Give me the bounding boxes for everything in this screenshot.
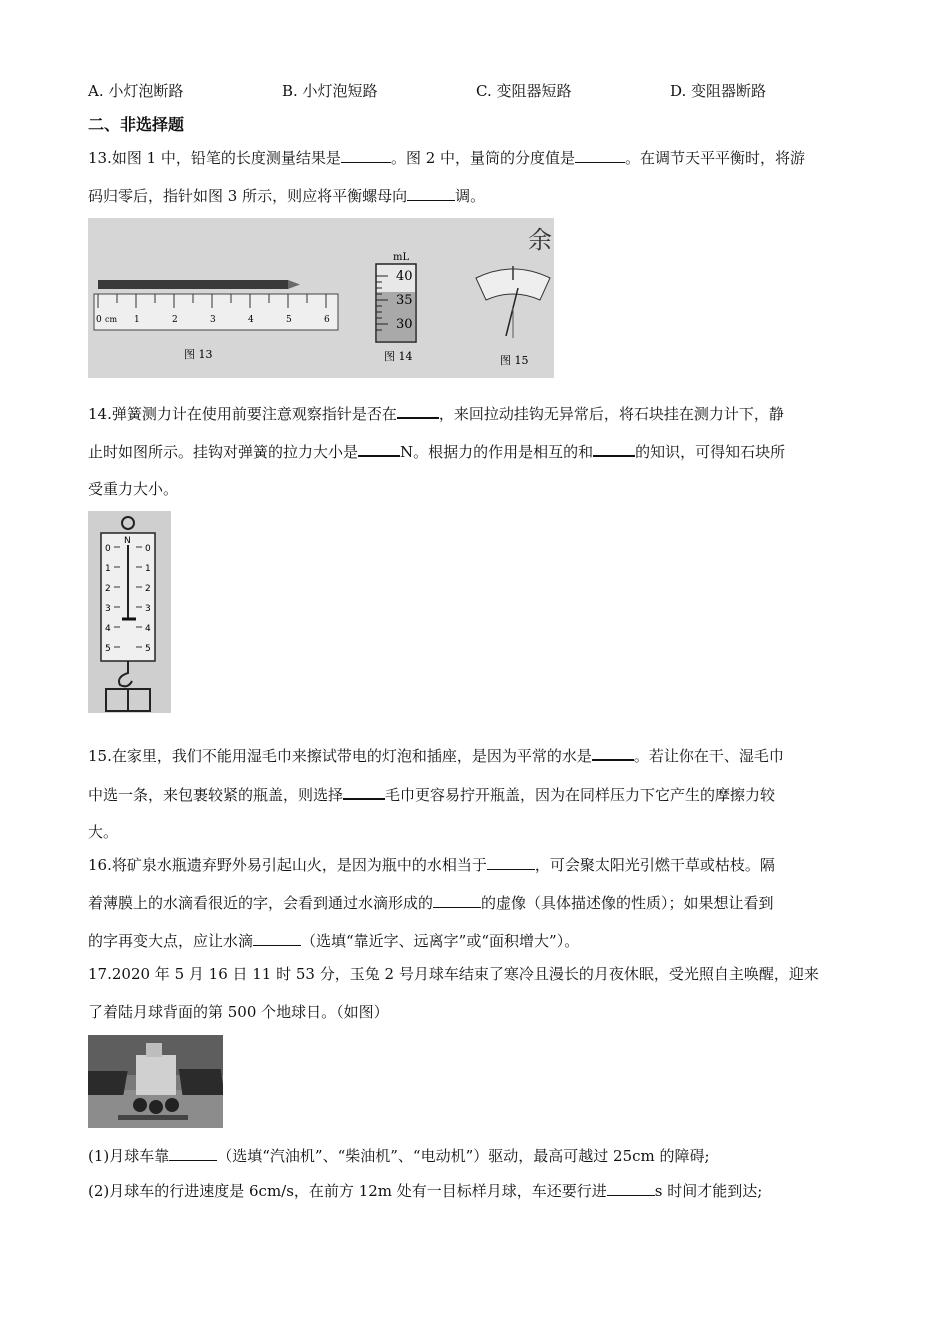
q15-line1: 15.在家里，我们不能用湿毛巾来擦试带电的灯泡和插座，是因为平常的水是 。若让你在干、湿毛巾	[88, 747, 784, 765]
q13-blank2	[575, 148, 625, 163]
option-b: B. 小灯泡短路	[282, 82, 378, 100]
spring-scale-photo	[88, 511, 171, 713]
ruler	[94, 294, 338, 330]
q16-line1: 16.将矿泉水瓶遗弃野外易引起山火，是因为瓶中的水相当于 ，可会聚太阳光引燃干草或枯枝。隔	[88, 856, 775, 874]
q14-blank1	[397, 403, 439, 419]
q16-line2: 着薄膜上的水滴看很近的字，会看到通过水滴形成的 的虚像（具体描述像的性质）；如果想让看到	[88, 894, 774, 912]
scale-unit: N	[124, 536, 131, 546]
ruler-label-4: 4	[248, 315, 254, 325]
q13-blank3	[407, 186, 455, 201]
option-a: A. 小灯泡断路	[88, 82, 184, 100]
ruler-label-6: 6	[324, 315, 330, 325]
q14-line2: 止时如图所示。挂钩对弹簧的拉力大小是 N。根据力的作用是相互的和 的知识，可得知石块所	[88, 443, 786, 461]
q13-figure-svg	[88, 218, 554, 378]
ruler-caption: 图 13	[184, 348, 213, 361]
q13-figure-photo	[88, 218, 554, 378]
q17-blank1	[169, 1146, 217, 1161]
pencil-body	[98, 280, 288, 289]
section-heading: 二、非选择题	[88, 115, 185, 134]
q14-line3: 受重力大小。	[88, 480, 179, 498]
option-c: C. 变阻器短路	[476, 82, 572, 100]
svg-text:3: 3	[105, 604, 111, 614]
svg-text:1: 1	[145, 564, 151, 574]
cylinder-tick-35: 35	[396, 293, 413, 308]
cylinder-caption: 图 14	[384, 350, 413, 363]
svg-text:0: 0	[105, 544, 111, 554]
solar-panel-right	[179, 1069, 223, 1095]
ruler-label-0: 0	[96, 315, 102, 325]
cylinder-tick-30: 30	[396, 317, 413, 332]
option-d: D. 变阻器断路	[670, 82, 767, 100]
ruler-unit: cm	[105, 315, 118, 324]
svg-text:4: 4	[145, 624, 151, 634]
q15-line3: 大。	[88, 823, 119, 841]
q17-line1: 17.2020 年 5 月 16 日 11 时 53 分，玉兔 2 号月球车结束了寒冷且漫长的月夜休眠，受光照自主唤醒，迎来	[88, 965, 819, 983]
solar-panel-left	[88, 1071, 128, 1095]
svg-text:3: 3	[145, 604, 151, 614]
rover-body	[136, 1055, 176, 1095]
q15-line2: 中选一条，来包裹较紧的瓶盖，则选择 毛巾更容易拧开瓶盖，因为在同样压力下它产生的摩擦力较	[88, 786, 776, 804]
svg-text:1: 1	[105, 564, 111, 574]
q13-blank1	[341, 148, 391, 163]
q13-line2: 码归零后，指针如图 3 所示，则应将平衡螺母向 调。	[88, 187, 486, 205]
svg-text:0: 0	[145, 544, 151, 554]
q15-blank2	[343, 784, 385, 800]
q14-blank3	[593, 441, 635, 457]
ruler-label-3: 3	[210, 315, 216, 325]
lunar-rover-svg	[88, 1035, 223, 1128]
svg-text:2: 2	[145, 584, 151, 594]
balance-caption: 图 15	[500, 354, 529, 367]
svg-text:4: 4	[105, 624, 111, 634]
handwriting-mark: 余	[528, 226, 552, 254]
spring-scale-svg	[88, 511, 171, 713]
lunar-rover-photo	[88, 1035, 223, 1128]
q15-blank1	[592, 745, 634, 761]
q17-sub1: (1)月球车靠 （选填“汽油机”、“柴油机”、“电动机”）驱动，最高可越过 25cm 的障碍;	[88, 1147, 710, 1165]
q16-blank3	[253, 931, 301, 946]
q13-line1: 13.如图 1 中，铅笔的长度测量结果是 。图 2 中，量筒的分度值是 。在调节天平平衡时，将游	[88, 149, 806, 167]
q14-line1: 14.弹簧测力计在使用前要注意观察指针是否在 ，来回拉动挂钩无异常后，将石块挂在测力计下，静	[88, 405, 784, 423]
ruler-label-2: 2	[172, 315, 178, 325]
cylinder-tick-40: 40	[396, 269, 413, 284]
svg-text:5: 5	[145, 644, 151, 654]
q17-sub2: (2)月球车的行进速度是 6cm/s，在前方 12m 处有一目标样月球，车还要行进 s 时间才能到达;	[88, 1182, 763, 1200]
q16-blank2	[433, 893, 481, 908]
cylinder-unit: mL	[393, 252, 410, 263]
svg-text:2: 2	[105, 584, 111, 594]
q17-line2: 了着陆月球背面的第 500 个地球日。（如图）	[88, 1003, 389, 1021]
q16-line3: 的字再变大点，应让水滴 （选填“靠近字、远离字”或“面积增大”）。	[88, 932, 580, 950]
q16-blank1	[487, 855, 535, 870]
svg-text:5: 5	[105, 644, 111, 654]
ruler-label-1: 1	[134, 315, 140, 325]
q14-blank2	[358, 441, 400, 457]
ruler-label-5: 5	[286, 315, 292, 325]
q17-blank2	[607, 1181, 655, 1196]
